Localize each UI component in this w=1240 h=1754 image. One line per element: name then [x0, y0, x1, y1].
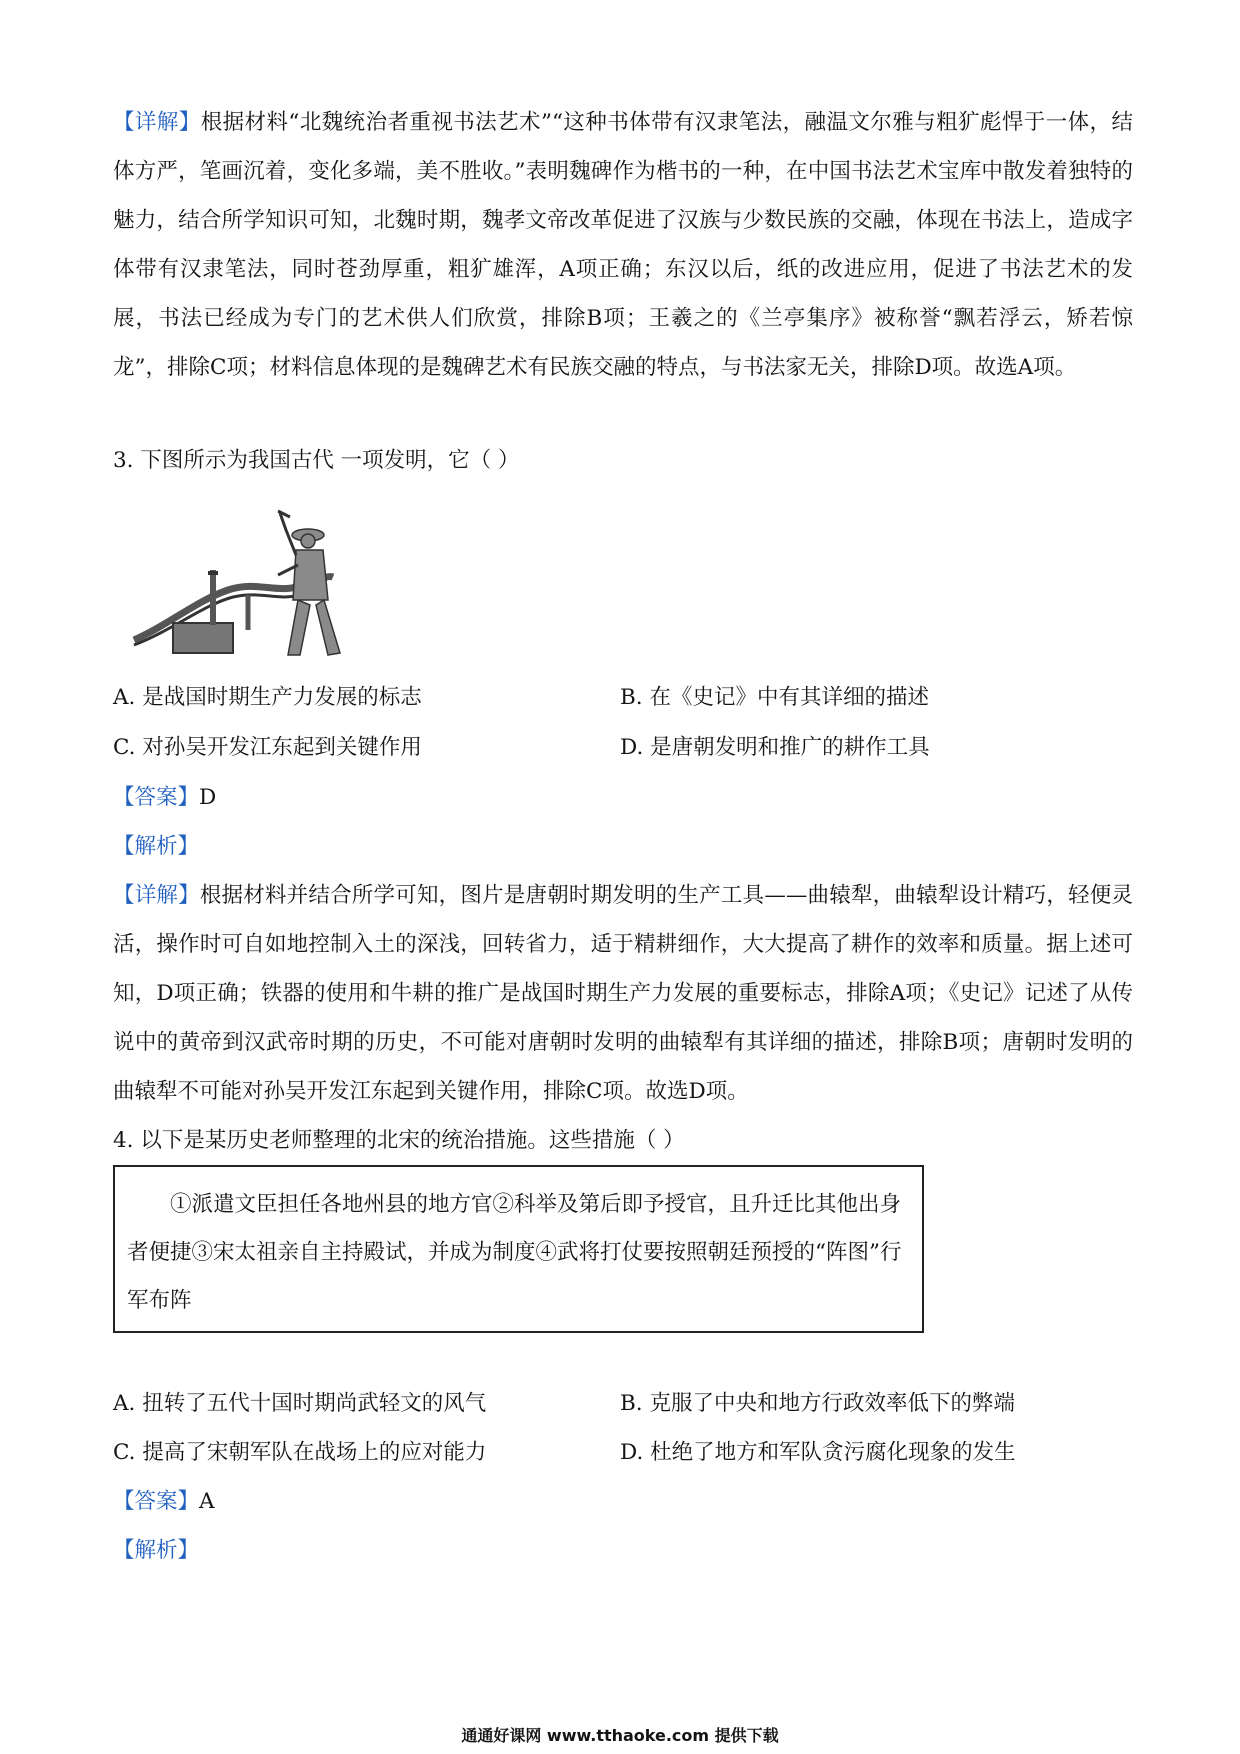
- curved-plow-illustration: [128, 505, 390, 667]
- q4-material-text: ①派遣文臣担任各地州县的地方官②科举及第后即予授官，且升迁比其他出身者便捷③宋太祖亲自主持殿试，并成为制度④武将打仗要按照朝廷预授的“阵图”行军布阵: [127, 1192, 902, 1313]
- q4-stem: 4. 以下是某历史老师整理的北宋的统治措施。这些措施（ ）: [113, 1128, 685, 1153]
- q4-option-a: A. 扭转了五代十国时期尚武轻文的风气: [113, 1391, 487, 1416]
- q3-option-c: C. 对孙吴开发江东起到关键作用: [113, 735, 422, 760]
- q4-option-d: D. 杜绝了地方和军队贪污腐化现象的发生: [620, 1440, 1016, 1465]
- q4-analysis: [113, 1536, 199, 1566]
- q2-detail-paragraph: [113, 98, 1133, 392]
- q3-analysis: [113, 832, 199, 862]
- q3-detail-paragraph: [113, 871, 1133, 1116]
- q3-answer: [113, 783, 216, 813]
- q4-material-box: [113, 1165, 924, 1333]
- answer-tag: 【答案】: [113, 785, 200, 810]
- analysis-tag: 【解析】: [113, 1538, 200, 1563]
- q2-detail-text: 根据材料“北魏统治者重视书法艺术”“这种书体带有汉隶笔法，融温文尔雅与粗犷彪悍于一体，结体方严，笔画沉着，变化多端，美不胜收。”表明魏碑作为楷书的一种，在中国书法艺术宝库中散发着独特的魅力，结合所学知识可知，北魏时期，魏孝文帝改革促进了汉族与少数民族的交融，体现在书法上，造成字体带有汉隶笔法，同时苍劲厚重，粗犷雄浑，A项正确；东汉以后，纸的改进应用，促进了书法艺术的发展，书法已经成为专门的艺术供人们欣赏，排除B项；王羲之的《兰亭集序》被称誉“飘若浮云，矫若惊龙”，排除C项；材料信息体现的是魏碑艺术有民族交融的特点，与书法家无关，排除D项。故选A项。: [113, 110, 1133, 380]
- q3-answer-value: D: [199, 785, 217, 810]
- q4-answer: [113, 1487, 215, 1517]
- q4-option-b: B. 克服了中央和地方行政效率低下的弊端: [620, 1391, 1015, 1416]
- detail-tag: 【详解】: [113, 110, 201, 135]
- q3-option-d: D. 是唐朝发明和推广的耕作工具: [620, 735, 930, 760]
- q3-stem: 3. 下图所示为我国古代 一项发明，它（ ）: [113, 448, 520, 473]
- q3-option-b: B. 在《史记》中有其详细的描述: [620, 685, 929, 710]
- q4-option-c: C. 提高了宋朝军队在战场上的应对能力: [113, 1440, 487, 1465]
- q3-detail-text: 根据材料并结合所学可知，图片是唐朝时期发明的生产工具——曲辕犁，曲辕犁设计精巧，轻便灵活，操作时可自如地控制入土的深浅，回转省力，适于精耕细作，大大提高了耕作的效率和质量。据上述可知，D项正确；铁器的使用和牛耕的推广是战国时期生产力发展的重要标志，排除A项；《史记》记述了从传说中的黄帝到汉武帝时期的历史，不可能对唐朝时发明的曲辕犁有其详细的描述，排除B项；唐朝时发明的曲辕犁不可能对孙吴开发江东起到关键作用，排除C项。故选D项。: [113, 883, 1133, 1104]
- answer-tag: 【答案】: [113, 1489, 200, 1514]
- detail-tag: 【详解】: [113, 883, 200, 908]
- q3-option-a: A. 是战国时期生产力发展的标志: [113, 685, 422, 710]
- q4-answer-value: A: [199, 1489, 215, 1514]
- analysis-tag: 【解析】: [113, 834, 200, 859]
- footer-watermark: 通通好课网 www.tthaoke.com 提供下载: [461, 1726, 779, 1745]
